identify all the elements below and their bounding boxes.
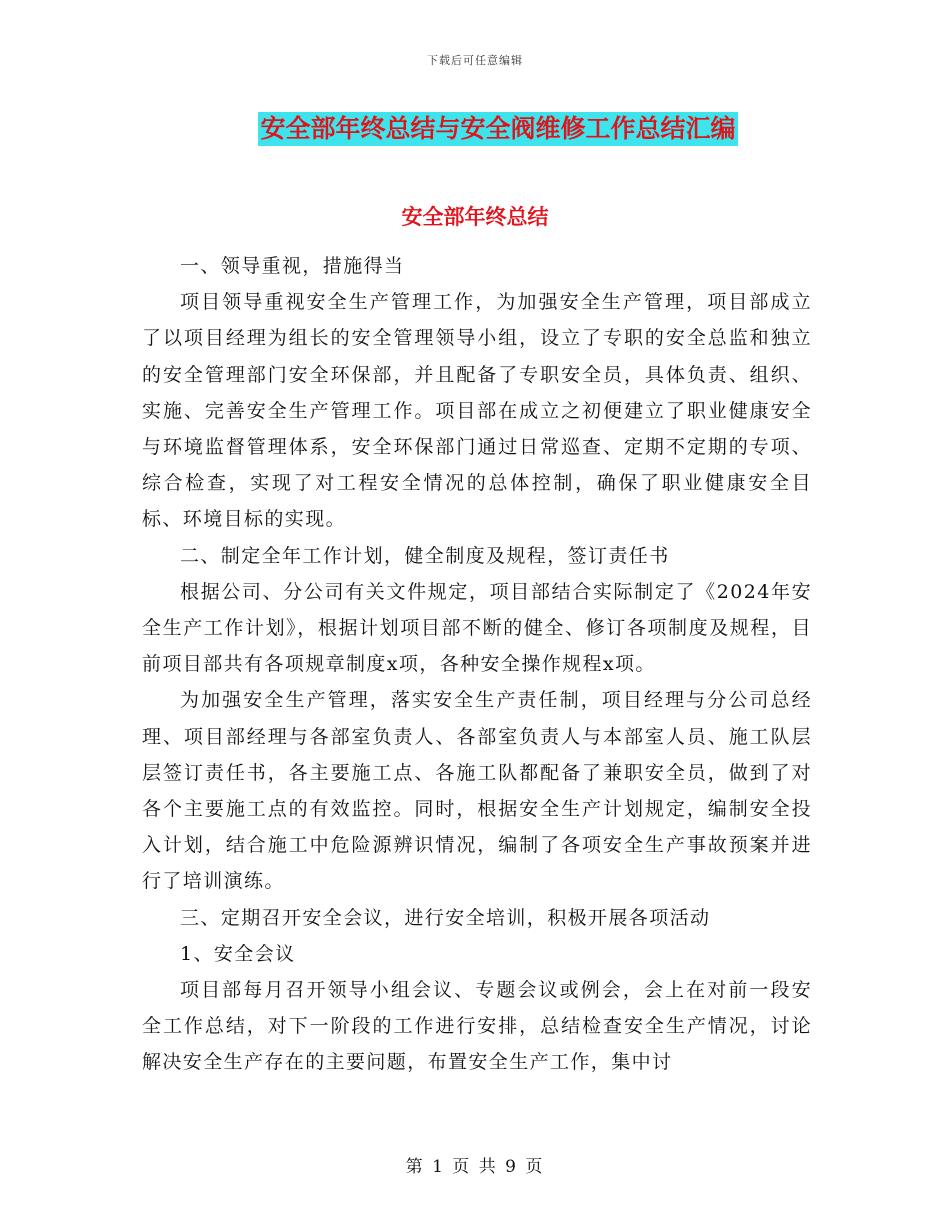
paragraph: 项目部每月召开领导小组会议、专题会议或例会，会上在对前一段安全工作总结，对下一阶段的工作进行安排，总结检查安全生产情况，讨论解决安全生产存在的主要问题，布置安全生产工作，集中讨	[142, 979, 812, 1074]
paragraph: 根据公司、分公司有关文件规定，项目部结合实际制定了《2024年安全生产工作计划》，根据计划项目部不断的健全、修订各项制度及规程，目前项目部共有各项规章制度x项，各种安全操作规程x项。	[142, 580, 812, 676]
paragraph-heading-1: 一、领导重视，措施得当	[180, 255, 405, 277]
paragraph: 项目领导重视安全生产管理工作，为加强安全生产管理，项目部成立了以项目经理为组长的安全管理领导小组，设立了专职的安全总监和独立的安全管理部门安全环保部，并且配备了专职安全员，具体负责、组织、实施、完善安全生产管理工作。项目部在成立之初便建立了职业健康安全与环境监督管理体系，安全环保部门通过日常巡查、定期不定期的专项、综合检查，实现了对工程安全情况的总体控制，确保了职业健康安全目标、环境目标的实现。	[142, 291, 812, 531]
paragraph-heading-3: 三、定期召开安全会议，进行安全培训，积极开展各项活动	[180, 906, 711, 929]
paragraph-heading-2: 二、制定全年工作计划，健全制度及规程，签订责任书	[180, 544, 670, 567]
document-body	[142, 248, 812, 1081]
paragraph-subheading: 1、安全会议	[180, 942, 296, 965]
main-title: 安全部年终总结与安全阀维修工作总结汇编	[258, 112, 737, 146]
header-note: 下载后可任意编辑	[427, 54, 523, 67]
paragraph: 为加强安全生产管理，落实安全生产责任制，项目经理与分公司总经理、项目部经理与各部室负责人、各部室负责人与本部室人员、施工队层层签订责任书，各主要施工点、各施工队都配备了兼职安全员，做到了对各个主要施工点的有效监控。同时，根据安全生产计划规定，编制安全投入计划，结合施工中危险源辨识情况，编制了各项安全生产事故预案并进行了培训演练。	[142, 689, 812, 893]
page-number-footer: 第 1 页 共 9 页	[405, 1157, 545, 1177]
main-title-container	[0, 112, 950, 146]
section-title: 安全部年终总结	[401, 205, 549, 229]
